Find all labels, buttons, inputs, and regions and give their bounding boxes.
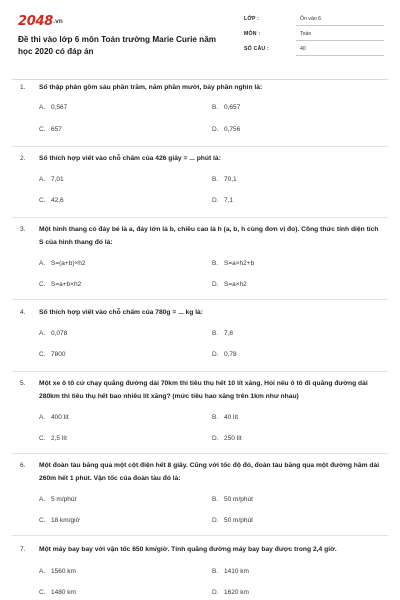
meta-key: MÔN : xyxy=(244,31,261,37)
question-text: Số thập phân gồm sáu phần trăm, năm phần mười, bảy phần nghìn là: xyxy=(39,84,263,91)
meta-underline xyxy=(296,55,384,56)
question-divider xyxy=(12,453,388,454)
option-a[interactable]: A. 1560 km xyxy=(39,568,76,575)
option-c[interactable]: C. 7800 xyxy=(39,351,66,358)
document-header xyxy=(18,12,384,72)
option-b[interactable]: B. 1410 km xyxy=(212,568,249,575)
question-number: 6. xyxy=(20,462,26,469)
site-logo[interactable]: 2048.vn xyxy=(18,14,63,29)
question-text: Một hình thang có đáy bé là a, đáy lớn là b, chiều cao là h (a, b, h cùng đơn vị đo). Công thức tính diện tích S của hình thang đó là: xyxy=(39,226,379,246)
option-d[interactable]: D. 50 m/phút xyxy=(212,517,253,524)
question-3 xyxy=(20,223,382,295)
option-b[interactable]: B. 0,657 xyxy=(212,104,241,111)
meta-row-question-count xyxy=(242,42,384,57)
option-c[interactable]: C. 657 xyxy=(39,126,62,133)
meta-table xyxy=(242,12,384,57)
question-2 xyxy=(20,152,382,212)
question-number: 5. xyxy=(20,380,26,387)
option-a[interactable]: A. 0,078 xyxy=(39,330,68,337)
meta-value: 40 xyxy=(300,46,306,52)
option-c[interactable]: C. 18 km/giờ xyxy=(39,517,80,524)
question-divider xyxy=(12,371,388,372)
question-number: 4. xyxy=(20,309,26,316)
option-d[interactable]: D. S=a×h2 xyxy=(212,281,247,288)
option-b[interactable]: B. 50 m/phút xyxy=(212,496,253,503)
meta-key: SỐ CÂU : xyxy=(244,46,269,52)
option-a[interactable]: A. S=(a+b)×h2 xyxy=(39,260,86,267)
option-a[interactable]: A. 400 lít xyxy=(39,414,69,421)
option-c[interactable]: C. S=a+b×h2 xyxy=(39,281,82,288)
question-4 xyxy=(20,306,382,366)
option-b[interactable]: B. S=a×h2+b xyxy=(212,260,255,267)
meta-key: LỚP : xyxy=(244,16,260,22)
document-title: Đề thi vào lớp 6 môn Toán trường Marie Curie năm học 2020 có đáp án xyxy=(18,35,217,56)
meta-underline xyxy=(296,25,384,26)
meta-value: Toán xyxy=(300,31,312,37)
option-c[interactable]: C. 1480 km xyxy=(39,589,76,596)
question-5 xyxy=(20,377,382,449)
question-6 xyxy=(20,459,382,531)
option-c[interactable]: C. 42,6 xyxy=(39,197,64,204)
question-1 xyxy=(20,81,382,141)
question-text: Một máy bay bay với vận tốc 650 km/giờ. Tính quãng đường máy bay bay được trong 2,4 giờ. xyxy=(39,546,337,553)
meta-underline xyxy=(296,40,384,41)
header-divider xyxy=(12,79,388,80)
question-divider xyxy=(12,217,388,218)
option-c[interactable]: C. 2,5 lít xyxy=(39,435,67,442)
option-b[interactable]: B. 70,1 xyxy=(212,176,237,183)
question-number: 1. xyxy=(20,84,26,91)
option-d[interactable]: D. 250 lít xyxy=(212,435,242,442)
question-text: Số thích hợp viết vào chỗ chấm của 426 giây = ... phút là: xyxy=(39,155,221,162)
option-b[interactable]: B. 7,8 xyxy=(212,330,234,337)
meta-row-subject xyxy=(242,27,384,42)
option-a[interactable]: A. 0,567 xyxy=(39,104,68,111)
question-text: Một xe ô tô cứ chạy quãng đường dài 70km thì tiêu thụ hết 10 lít xăng. Hỏi nếu ô tô đi quãng đường dài 280km thì tiêu thụ hết bao nhiêu lít xăng? (mức tiêu hao xăng trên 1km như nhau) xyxy=(39,380,368,400)
meta-row-class xyxy=(242,12,384,27)
question-number: 2. xyxy=(20,155,26,162)
question-number: 7. xyxy=(20,546,26,553)
option-d[interactable]: D. 0,756 xyxy=(212,126,241,133)
option-d[interactable]: D. 0,78 xyxy=(212,351,237,358)
meta-value: Ôn vào 6 xyxy=(300,16,322,22)
option-d[interactable]: D. 7,1 xyxy=(212,197,234,204)
question-7 xyxy=(20,543,382,600)
question-text: Số thích hợp viết vào chỗ chấm của 780g = ... kg là: xyxy=(39,309,204,316)
question-divider xyxy=(12,535,388,536)
question-number: 3. xyxy=(20,226,26,233)
option-b[interactable]: B. 40 lít xyxy=(212,414,239,421)
question-text: Một đoàn tàu băng qua một cột điện hết 8 giây. Cũng với tốc độ đó, đoàn tàu băng qua một đường hầm dài 260m hết 1 phút. Vận tốc của đoàn tàu đó là: xyxy=(39,462,380,482)
question-divider xyxy=(12,146,388,147)
option-a[interactable]: A. 7,01 xyxy=(39,176,64,183)
option-a[interactable]: A. 5 m/phút xyxy=(39,496,77,503)
question-divider xyxy=(12,299,388,300)
option-d[interactable]: D. 1620 km xyxy=(212,589,249,596)
